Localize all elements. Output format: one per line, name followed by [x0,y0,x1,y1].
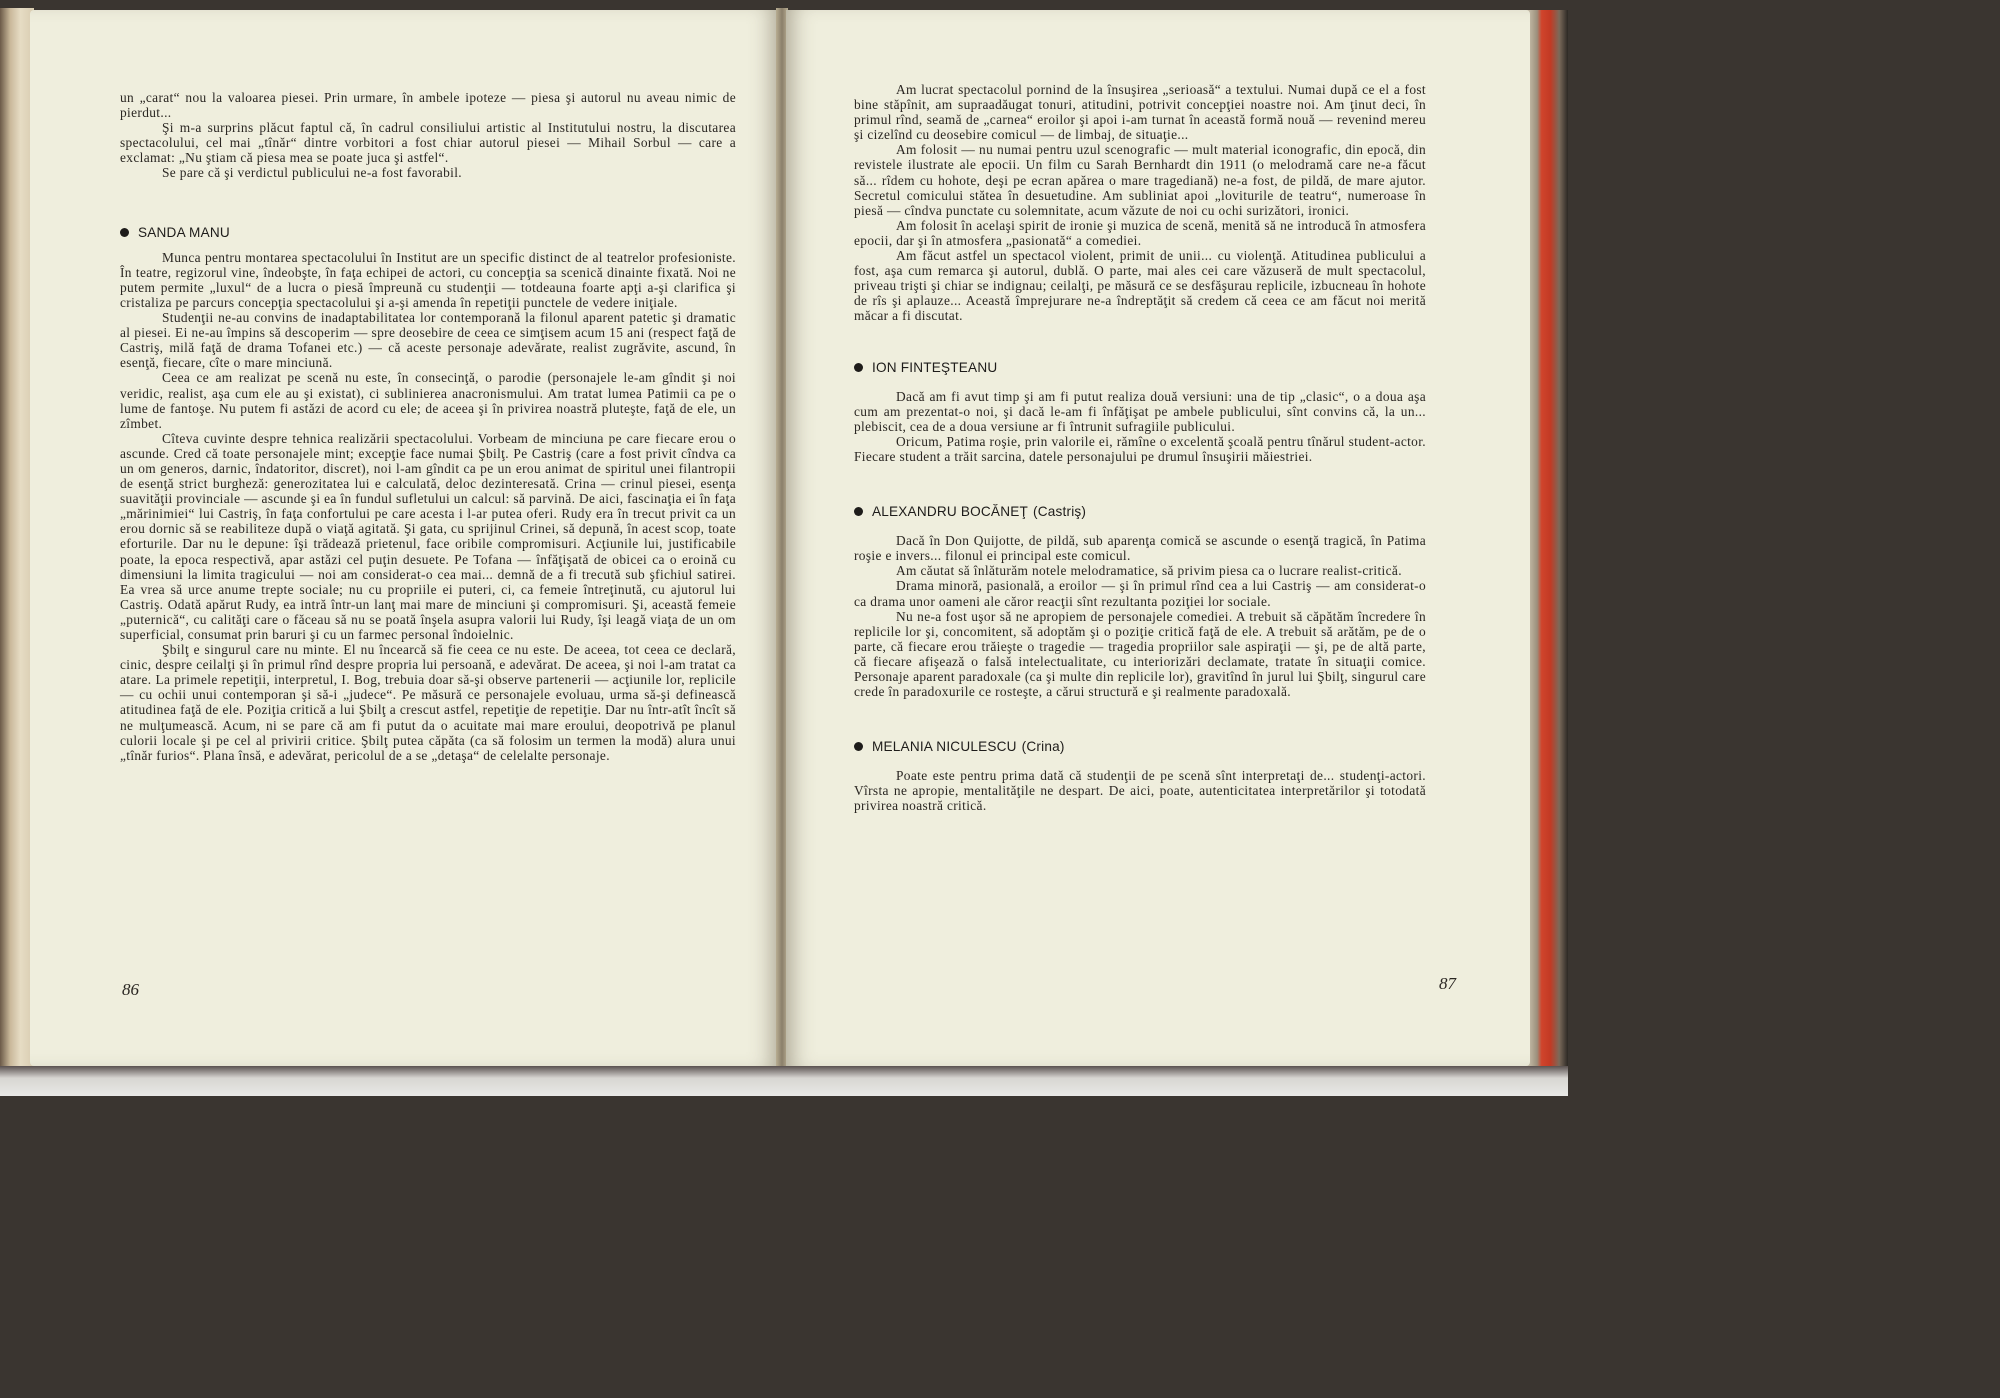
book-edge-right [1524,10,1568,1078]
section-heading-name: ALEXANDRU BOCĂNEŢ [872,504,1028,520]
right-opening-paragraph: Am folosit — nu numai pentru uzul scenografic — mult material iconografic, din epocă, din revistele ilustrate ale epocii. Un film cu Sarah Bernhardt din 1911 (o melodramă care ne-a făcut să... rîdem cu hohote, deşi pe ecran apărea o mare tragediană) ne-a fost, de pildă, de mare ajutor. Secretul comicului stătea în desuetudine. Am subliniat apoi „loviturile de teatru“, numeroase în piesă — cîndva punctate cu solemnitate, acum văzute de noi cu ochi surizători, ironici. [854,142,1426,218]
section-paragraph: Studenţii ne-au convins de inadaptabilitatea lor contemporană la filonul aparent patetic şi dramatic al piesei. Ei ne-au împins să descoperim — spre deosebire de ceea ce simţisem acum 15 ani (respect faţă de Castriş, milă faţă de drama Tofanei etc.) — că aceste personaje adevărate, realist zugrăvite, ascund, în esenţă, fiecare, cîte o mare minciună. [120,310,736,371]
section-paragraph: Poate este pentru prima dată că studenţii de pe scenă sînt interpretaţi de... studenţi-actori. Vîrsta ne apropie, mentalităţile ne despart. De aici, poate, autenticitatea interpretărilor şi totodată privirea noastră critică. [854,768,1426,814]
left-page [30,10,778,1066]
right-opening-paragraph: Am făcut astfel un spectacol violent, primit de unii... cu violenţă. Atitudinea publicului a fost, aşa cum remarca şi autorul, dublă. O parte, mai ales cei care văzuseră de mult spectacolul, priveau trişti şi chiar se indignau; ceilalţi, pe măsură ce se desfăşurau replicile, izbucneau în hohote de rîs şi aplauze... Această împrejurare ne-a îndreptăţit să credem că ceea ce am făcut noi merită măcar a fi discutat. [854,248,1426,324]
section-paragraph: Dacă în Don Quijotte, de pildă, sub aparenţa comică se ascunde o esenţă tragică, în Patima roşie e invers... filonul ei principal este comicul. [854,533,1426,564]
section-paragraph: Şbilţ e singurul care nu minte. El nu încearcă să fie ceea ce nu este. De aceea, tot ceea ce declară, cinic, despre ceilalţi şi în primul rînd despre propria lui persoană, e adevărat. De aceea, şi noi l-am tratat ca atare. La primele repetiţii, interpretul, I. Bog, trebuia doar să-şi observe partenerii — acţiunile lor, replicile — cu ochii unui contemporan şi să-i „judece“. Pe măsură ce personajele evoluau, urma să-şi definească atitudinea faţă de ele. Poziţia critică a lui Şbilţ a crescut astfel, repetiţie de repetiţie. Dar nu într-atît încît să ne mulţumească. Acum, ni se pare că am fi putut da o acuitate mai mare eroului, deopotrivă pe planul culorii locale şi pe cel al privirii critice. Şbilţ putea căpăta (ca să folosim un termen la modă) alura unui „tînăr furios“. Plana însă, e adevărat, pericolul de a se „detaşa“ de celelalte personaje. [120,642,736,763]
section-heading-alexandru-bocanet [854,504,1426,519]
right-opening-paragraph: Am folosit în acelaşi spirit de ironie şi muzica de scenă, menită să ne introducă în atmosfera epocii, dar şi în atmosfera „pasionată“ a comediei. [854,217,1426,248]
section-paragraph: Nu ne-a fost uşor să ne apropiem de personajele comediei. A trebuit să căpătăm încredere în replicile lor şi, concomitent, să adoptăm şi o poziţie critică faţă de ele. A trebuit să arătăm, pe de o parte, că fiecare erou trăieşte o tragedie — tragedia propriilor sale aspiraţii — şi, pe de altă parte, că fiecare afişează o falsă intelectualitate, cu interiorizări declamate, tratate în situaţii comice. Personaje aparent paradoxale (ca şi multe din replicile lor), gravitînd în jurul lui Şbilţ, singurul care crede în paradoxurile ce rosteşte, a cărui structură e şi realmente paradoxală. [854,608,1426,700]
section-paragraph: Munca pentru montarea spectacolului în Institut are un specific distinct de al teatrelor profesioniste. În teatre, regizorul vine, îndeobşte, în faţa echipei de actori, cu concepţia sa scenică dinainte fixată. Noi ne putem permite „luxul“ de a lucra o piesă împreună cu studenţii — totdeauna foarte apţi a-şi clarifica şi cristaliza pe parcurs concepţia spectacolului şi a-şi amenda în repetiţii punctele de vedere iniţiale. [120,249,736,310]
bullet-icon [854,507,863,516]
right-page-text [854,82,1426,814]
left-opening-paragraph: Se pare că şi verdictul publicului ne-a fost favorabil. [162,165,462,181]
section-heading-sanda-manu [120,225,736,240]
section-heading-name: MELANIA NICULESCU [872,739,1017,755]
page-number-right: 87 [1439,974,1456,993]
section-paragraph: Am căutat să înlăturăm notele melodramatice, să privim piesa ca o lucrare realist-critică. [896,563,1402,579]
page-number-left: 86 [122,980,139,999]
right-opening-paragraph: Am lucrat spectacolul pornind de la însuşirea „serioasă“ a textului. Numai după ce el a fost bine stăpînit, am supraadăugat tonuri, atitudini, potrivit concepţiei noastre noi. Am ţinut deci, în primul rînd, seamă de „carnea“ eroilor şi apoi i-am turnat în această formă nouă — revenind mereu şi cizelînd cu deosebire comicul — de limbaj, de situaţie... [854,82,1426,143]
bullet-icon [120,228,129,237]
table-surface [0,1066,1568,1096]
section-heading-role: (Crina) [1021,739,1065,755]
section-paragraph: Oricum, Patima roşie, prin valorile ei, rămîne o excelentă şcoală pentru tînărul student-actor. Fiecare student a trăit sarcina, datele personajului pe drumul însuşirii măiestriei. [854,433,1426,464]
section-paragraph: Dacă am fi avut timp şi am fi putut realiza două versiuni: una de tip „clasic“, o a doua aşa cum am prezentat-o noi, şi dacă le-am fi înfăţişat pe ambele publicului, sînt convins că, la un... plebiscit, cea de a doua versiune ar fi întrunit sufragiile publicului. [854,388,1426,434]
bullet-icon [854,742,863,751]
section-paragraph: Ceea ce am realizat pe scenă nu este, în consecinţă, o parodie (personajele le-am gîndit şi noi veridic, realist, aşa cum ele au şi existat), ci sublinierea anacronismului. Am tratat lumea Patimii ca pe o lume de fantoşe. Nu putem fi astăzi de acord cu ele; de aceea şi în privirea noastră pluteşte, faţă de ele, un zîmbet. [120,370,736,431]
right-page [786,10,1530,1066]
section-heading-ion-finteşteanu [854,360,1426,375]
section-paragraph: Cîteva cuvinte despre tehnica realizării spectacolului. Vorbeam de minciuna pe care fiecare erou o ascunde. Cred că toate personajele mint; excepţie face numai Şbilţ. Pe Castriş (care a fost privit cîndva ca un om generos, darnic, îndatoritor, discret), noi l-am gîndit ca pe un erou animat de spiritul unei filantropii de esenţă strict burgheză: generozitatea lui e calculată, deloc dezinteresată. Crina — crinul piesei, esenţa suavităţii provinciale — ascunde şi ea în fundul sufletului un calcul: să parvină. De aici, fascinaţia ei în faţa „mărinimiei“ lui Castriş, în faţa confortului pe care acesta i l-ar putea oferi. Rudy era în trecut privit ca un erou dornic să se reabiliteze după o viaţă agitată. Şi gata, cu sprijinul Crinei, să depună, în acest scop, toate eforturile. Dar nu le depune: îşi trădează prietenul, face oribile compromisuri. Acţiunile lui, justificabile poate, la epoca respectivă, apar astăzi cel puţin desuete. Pe Tofana — înfăţişată de obicei ca o eroină cu dimensiuni la limita tragicului — noi am considerat-o cea mai... demnă de a fi trecută sub şfichiul satirei. Ea vrea să urce anume trepte sociale; nu cu propriile ei puteri, ci, ca femeie întreţinută, cu ajutorul lui Castriş. Odată apărut Rudy, ea intră într-un lanţ mai mare de minciuni şi compromisuri. Şi, această femeie „puternică“, cu calităţi care o făceau să nu se poată înşela asupra valorii lui Rudy, îşi leagă viaţa de un om superficial, consumat prin baruri şi cu un farmec personal îndoielnic. [120,430,736,642]
section-heading-melania-niculescu [854,739,1426,754]
section-paragraph: Drama minoră, pasională, a eroilor — şi în primul rînd cea a lui Castriş — am considerat-o ca drama unor oameni ale căror reacţii sînt rezultanta poziţiei lor sociale. [854,578,1426,609]
left-opening-paragraph: Şi m-a surprins plăcut faptul că, în cadrul consiliului artistic al Institutului nostru, la discutarea spectacolului, cel mai „tînăr“ dintre vorbitori a fost chiar autorul piesei — Mihail Sorbul — care a exclamat: „Nu ştiam că piesa mea se poate juca şi astfel“. [120,120,736,166]
section-heading-name: ION FINTEŞTEANU [872,359,998,375]
left-opening-paragraph: un „carat“ nou la valoarea piesei. Prin urmare, în ambele ipoteze — piesa şi autorul nu aveau nimic de pierdut... [120,90,736,121]
book-edge-left [0,8,34,1078]
section-heading-role: (Castriş) [1033,504,1087,520]
section-heading-name: SANDA MANU [138,224,230,240]
left-page-text [120,90,736,763]
bullet-icon [854,363,863,372]
